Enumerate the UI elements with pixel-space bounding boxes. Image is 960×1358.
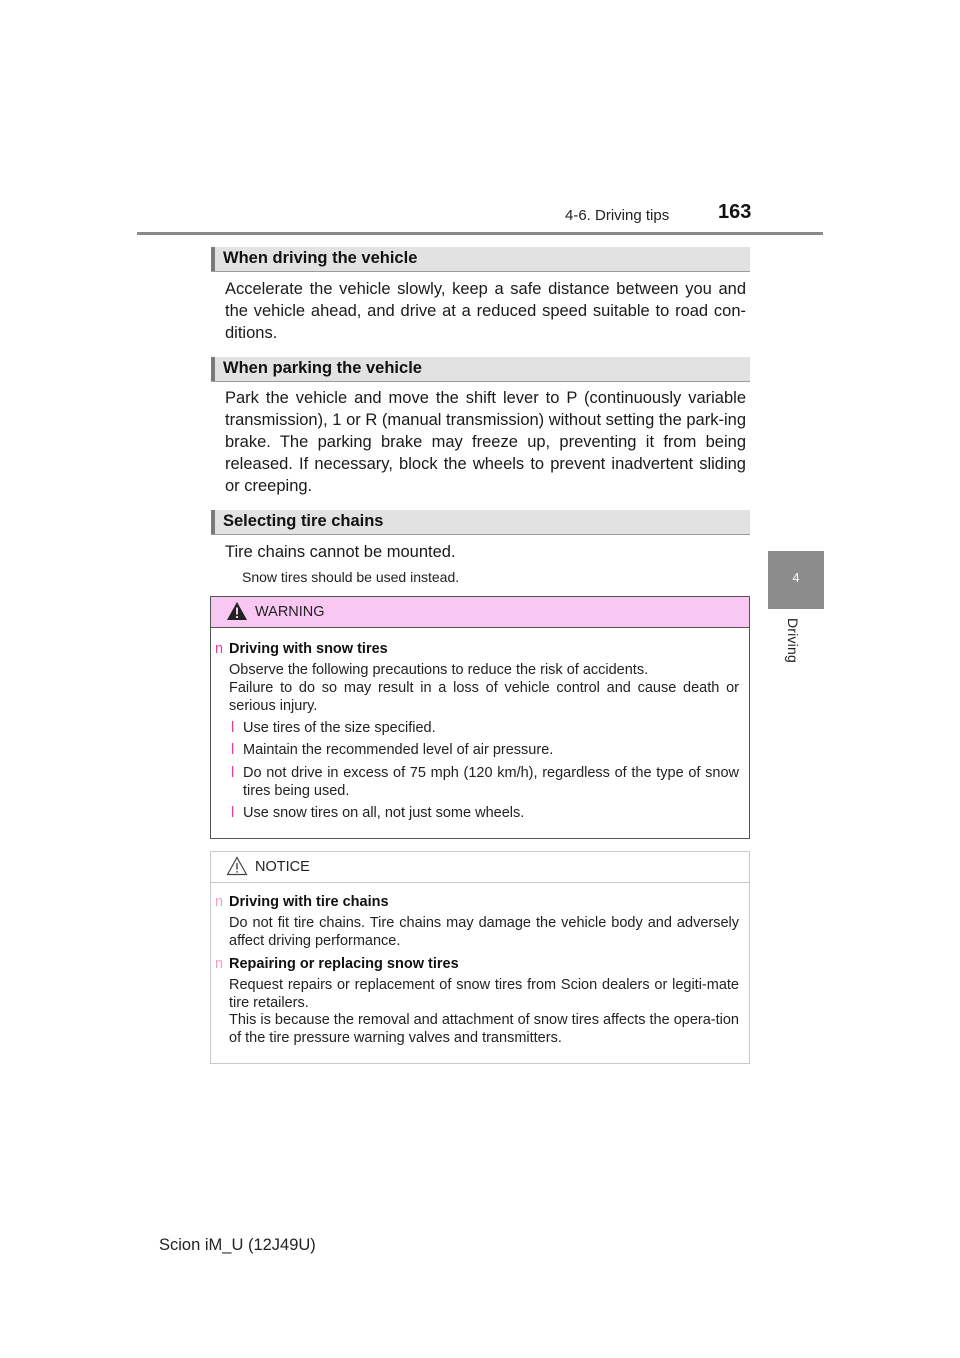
warning-bullet-text: Use tires of the size specified. — [243, 720, 436, 736]
tire-chains-note: Snow tires should be used instead. — [242, 569, 460, 585]
section-heading-driving — [211, 247, 750, 272]
warning-box — [210, 596, 750, 839]
notice-item-text: This is because the removal and attachment of snow tires affects the opera-tion of the tire pressure warning valves and transmitters. — [229, 1012, 739, 1046]
section-heading-text: When driving the vehicle — [223, 249, 418, 267]
section-heading-text: Selecting tire chains — [223, 512, 384, 530]
warning-bullet-marker: l — [231, 720, 235, 736]
notice-item-marker: n — [215, 894, 224, 910]
warning-text-line: Failure to do so may result in a loss of vehicle control and cause death or serious injury. — [229, 680, 739, 714]
warning-bullet-text: Use snow tires on all, not just some wheels. — [243, 805, 525, 821]
section-heading-tire-chains — [211, 510, 750, 535]
warning-triangle-icon — [226, 601, 248, 621]
section-body-parking: Park the vehicle and move the shift lever to P (continuously variable transmission), 1 or R (manual transmission) without setting the park-ing brake. The parking brake may freeze up, preventing it from being released. If necessary, block the wheels to prevent inadvertent sliding or creeping. — [225, 389, 746, 495]
section-heading-text: When parking the vehicle — [223, 359, 422, 377]
chapter-label-text: Driving — [785, 618, 801, 663]
warning-text-line: Observe the following precautions to reduce the risk of accidents. — [229, 662, 649, 678]
footer-model-code: Scion iM_U (12J49U) — [159, 1236, 316, 1254]
warning-bullet-marker: l — [231, 805, 235, 821]
warning-bullet-marker: l — [231, 765, 235, 781]
warning-item-marker: n — [215, 641, 224, 657]
notice-item-title: Driving with tire chains — [229, 894, 389, 910]
notice-item-title: Repairing or replacing snow tires — [229, 956, 459, 972]
section-body-tire-chains: Tire chains cannot be mounted. — [225, 543, 456, 561]
warning-bullet-text: Do not drive in excess of 75 mph (120 km/h), regardless of the type of snow tires being used. — [243, 765, 739, 799]
header-divider — [137, 232, 823, 235]
warning-item-title: Driving with snow tires — [229, 641, 388, 657]
notice-box — [210, 851, 750, 1064]
chapter-tab-number: 4 — [792, 570, 800, 585]
notice-item-text: Request repairs or replacement of snow tires from Scion dealers or legiti-mate tire retailers. — [229, 977, 739, 1011]
caution-triangle-icon — [226, 856, 248, 876]
warning-header — [211, 597, 749, 628]
notice-header — [211, 852, 749, 883]
notice-item-marker: n — [215, 956, 224, 972]
section-body-driving: Accelerate the vehicle slowly, keep a safe distance between you and the vehicle ahead, and drive at a reduced speed suitable to road con-ditions. — [225, 280, 746, 342]
warning-bullet-marker: l — [231, 742, 235, 758]
warning-title: WARNING — [255, 604, 325, 620]
page-number: 163 — [718, 201, 752, 223]
header-section-title: 4-6. Driving tips — [565, 207, 670, 224]
notice-title: NOTICE — [255, 859, 310, 875]
section-heading-parking — [211, 357, 750, 382]
chapter-label — [785, 618, 803, 678]
notice-item-text: Do not fit tire chains. Tire chains may damage the vehicle body and adversely affect driving performance. — [229, 915, 739, 949]
warning-bullet-text: Maintain the recommended level of air pressure. — [243, 742, 554, 758]
